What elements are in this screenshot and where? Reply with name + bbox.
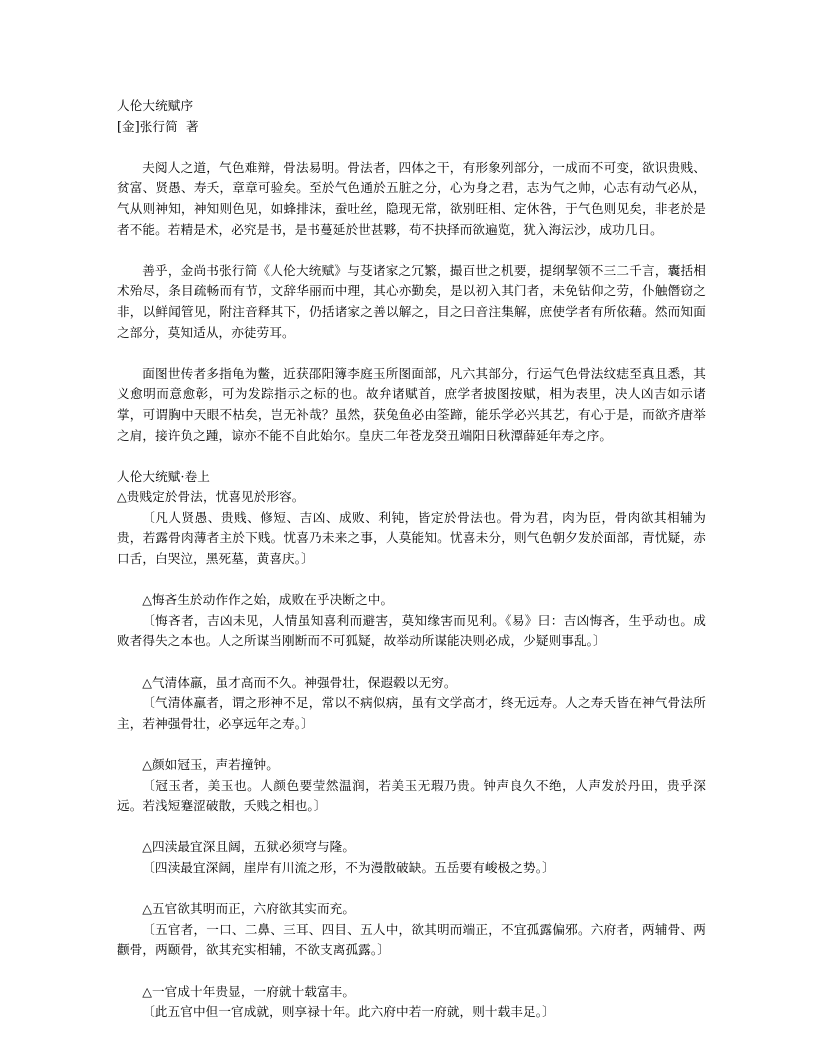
- entry-note-6: 〔五官者，一口、二鼻、三耳、四目、五人中，欲其明而端正，不宜孤露偏邪。六府者，两辅骨、两颧骨，两颐骨，欲其充实相辅，不欲支离孤露。〕: [117, 921, 706, 958]
- document-body: [117, 96, 706, 1023]
- entry-main-3: △气清体羸，虽才高而不久。神强骨壮，保遐毂以无穷。: [142, 674, 457, 690]
- entry-gap-6: [117, 961, 706, 982]
- preface-paragraph-3: 面图世传者多指龟为鳖，近获邵阳簿李庭玉所图面部，凡六其部分，行运气色骨法纹痣至真且悉，其义愈明而意愈彰，可为发踪指示之标的也。故弁诸赋首，庶学者披图按赋，相为表里，决人凶吉如示诸掌，可谓胸中天眼不枯矣，岂无补哉？虽然，获兔鱼必由筌蹄，能乐学必兴其艺，有心于是，而欲齐唐举之肩，接许负之踵，谅亦不能不自此始尔。皇庆二年苍龙癸丑端阳日秋潭薛延年寿之序。: [117, 365, 706, 443]
- preface-paragraph-1: 夫阅人之道，气色难辩，骨法易明。骨法者，四体之干，有形象列部分，一成而不可变，欲识贵贱、贫富、贤愚、寿夭，章章可验矣。至於气色通於五脏之分，心为身之君，志为气之帅，心志有动气必从，气从则神知，神知则色见，如蜂排沫，蚕吐丝，隐现无常，欲别旺相、定休咎，于气色则见矣，非老於是者不能。若精是术，必究是书，是书蔓延於世甚夥，苟不抉择而欲遍览，犹入海沄沙，成功几日。: [117, 159, 706, 237]
- entry-gap-5: [117, 879, 706, 900]
- entry-gap-4: [117, 817, 706, 838]
- entry-gap-2: [117, 652, 706, 673]
- entry-note-2: 〔悔吝者，吉凶未见，人情虽知喜利而避害，莫知缘害而见利。《易》曰：吉凶悔吝，生乎动也。成败者得失之本也。人之所谋当刚断而不可狐疑，故举动所谋能决则必成，少疑则事乱。〕: [117, 612, 706, 649]
- document-author: [金]张行简 著: [117, 118, 199, 134]
- preface-paragraph-2: 善乎，金尚书张行简《人伦大统赋》与芟诸家之冗繁，撮百世之机要，提纲挈领不三二千言，囊括相术殆尽，条目疏畅而有节，文辞华丽而中理，其心亦勤矣，是以初入其门者，未免钻仰之劳，仆触僭窃之非，以鲜闻管见，附注音释其下，仍括诸家之善以解之，目之曰音注集解，庶使学者有所依藉。然而知面之部分，莫知适从，亦徒劳耳。: [117, 262, 706, 340]
- entry-main-6: △五官欲其明而正，六府欲其实而充。: [142, 901, 356, 917]
- entry-main-1: △贵贱定於骨法，忧喜见於形容。: [117, 489, 305, 505]
- volume-heading: 人伦大统赋·卷上: [117, 468, 210, 484]
- entry-note-1: 〔凡人贤愚、贵贱、修短、吉凶、成败、利钝，皆定於骨法也。骨为君，肉为臣，骨肉欲其相辅为贵，若露骨肉薄者主於下贱。忧喜乃未来之事，人莫能知。忧喜未分，则气色朝夕发於面部，青忧疑，赤口舌，白哭泣，黑死墓，黄喜庆。〕: [117, 509, 706, 567]
- entry-main-7: △一官成十年贵显，一府就十载富丰。: [142, 983, 356, 999]
- entry-main-4: △颜如冠玉，声若撞钟。: [142, 757, 279, 772]
- entry-note-5: 〔四渎最宜深阔，崖岸有川流之形，不为漫散破缺。五岳要有峻极之势。〕: [142, 859, 555, 875]
- entry-note-3: 〔气清体羸者，谓之形神不足，常以不病似病，虽有文学高才，终无远寿。人之寿夭皆在神气骨法所主，若神强骨壮，必享远年之寿。〕: [117, 695, 706, 731]
- entry-note-4: 〔冠玉者，美玉也。人颜色要莹然温润，若美玉无瑕乃贵。钟声良久不绝，人声发於丹田，贵乎深远。若浅短蹇涩破散，夭贱之相也。〕: [117, 777, 706, 814]
- spacer-3: [117, 446, 706, 467]
- spacer-after-title: [117, 137, 706, 158]
- entry-gap-3: [117, 734, 706, 755]
- entry-gap-1: [117, 570, 706, 591]
- spacer-1: [117, 240, 706, 261]
- entry-note-7: 〔此五官中但一官成就，则享禄十年。此六府中若一府就，则十载丰足。〕: [142, 1004, 555, 1020]
- entry-main-2: △悔吝生於动作作之始，成败在乎决断之中。: [142, 592, 394, 608]
- entry-main-5: △四渎最宜深且阔，五狱必须穹与隆。: [142, 839, 356, 855]
- spacer-2: [117, 343, 706, 364]
- document-title: 人伦大统赋序: [117, 98, 194, 113]
